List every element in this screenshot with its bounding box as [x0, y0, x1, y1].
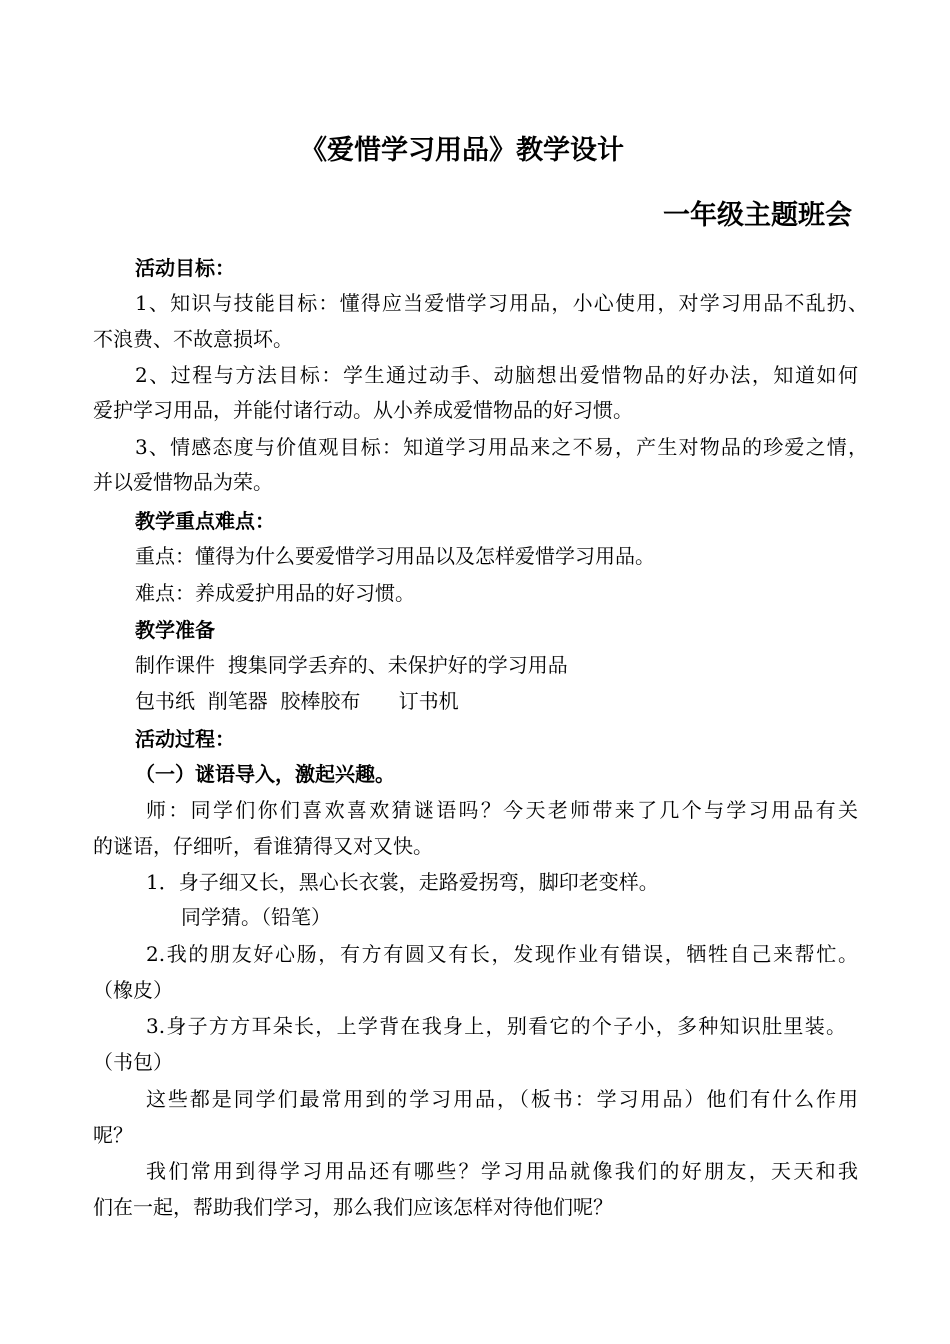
preparation-line-2: 包书纸 削笔器 胶棒胶布 订书机 — [135, 689, 459, 713]
teacher-line-2: 的谜语，仔细听，看谁猜得又对又快。 — [93, 834, 433, 858]
riddle-3-line-2: （书包） — [93, 1050, 173, 1074]
goal-1-line-2: 不浪费、不故意损坏。 — [93, 327, 293, 351]
key-point: 重点：懂得为什么要爱惜学习用品以及怎样爱惜学习用品。 — [135, 544, 655, 568]
paragraph-2-line-1: 我们常用到得学习用品还有哪些？学习用品就像我们的好朋友，天天和我 — [146, 1159, 858, 1183]
goals-heading: 活动目标： — [135, 256, 235, 280]
goal-3-line-1: 3、情感态度与价值观目标：知道学习用品来之不易，产生对物品的珍爱之情， — [135, 435, 868, 459]
goal-2-line-2: 爱护学习用品，并能付诸行动。从小养成爱惜物品的好习惯。 — [93, 398, 633, 422]
section-1-heading: （一）谜语导入，激起兴趣。 — [135, 762, 395, 786]
goal-1-line-1: 1、知识与技能目标：懂得应当爱惜学习用品，小心使用，对学习用品不乱扔、 — [135, 291, 868, 315]
riddle-1: 1．身子细又长，黑心长衣裳，走路爱拐弯，脚印老变样。 — [146, 870, 659, 894]
paragraph-2-line-2: 们在一起，帮助我们学习，那么我们应该怎样对待他们呢？ — [93, 1195, 613, 1219]
goal-2-line-1: 2、过程与方法目标：学生通过动手、动脑想出爱惜物品的好办法，知道如何 — [135, 363, 858, 387]
riddle-2-line-2: （橡皮） — [93, 978, 173, 1002]
riddle-3-line-1: 3.身子方方耳朵长，上学背在我身上，别看它的个子小，多种知识肚里装。 — [146, 1014, 846, 1038]
paragraph-1-line-1: 这些都是同学们最常用到的学习用品，（板书：学习用品）他们有什么作用 — [146, 1087, 858, 1111]
key-points-heading: 教学重点难点： — [135, 509, 275, 533]
preparation-line-1: 制作课件 搜集同学丢弃的、未保护好的学习用品 — [135, 653, 568, 677]
document-title: 《爱惜学习用品》教学设计 — [300, 135, 624, 166]
riddle-1-answer: 同学猜。（铅笔） — [181, 905, 331, 929]
paragraph-1-line-2: 呢？ — [93, 1123, 133, 1147]
document-subtitle: 一年级主题班会 — [663, 200, 852, 231]
goal-3-line-2: 并以爱惜物品为荣。 — [93, 470, 273, 494]
difficult-point: 难点：养成爱护用品的好习惯。 — [135, 581, 415, 605]
preparation-heading: 教学准备 — [135, 618, 215, 642]
process-heading: 活动过程： — [135, 727, 235, 751]
riddle-2-line-1: 2.我的朋友好心肠，有方有圆又有长，发现作业有错误，牺牲自己来帮忙。 — [146, 942, 858, 966]
teacher-line-1: 师：同学们你们喜欢喜欢猜谜语吗？今天老师带来了几个与学习用品有关 — [146, 798, 858, 822]
